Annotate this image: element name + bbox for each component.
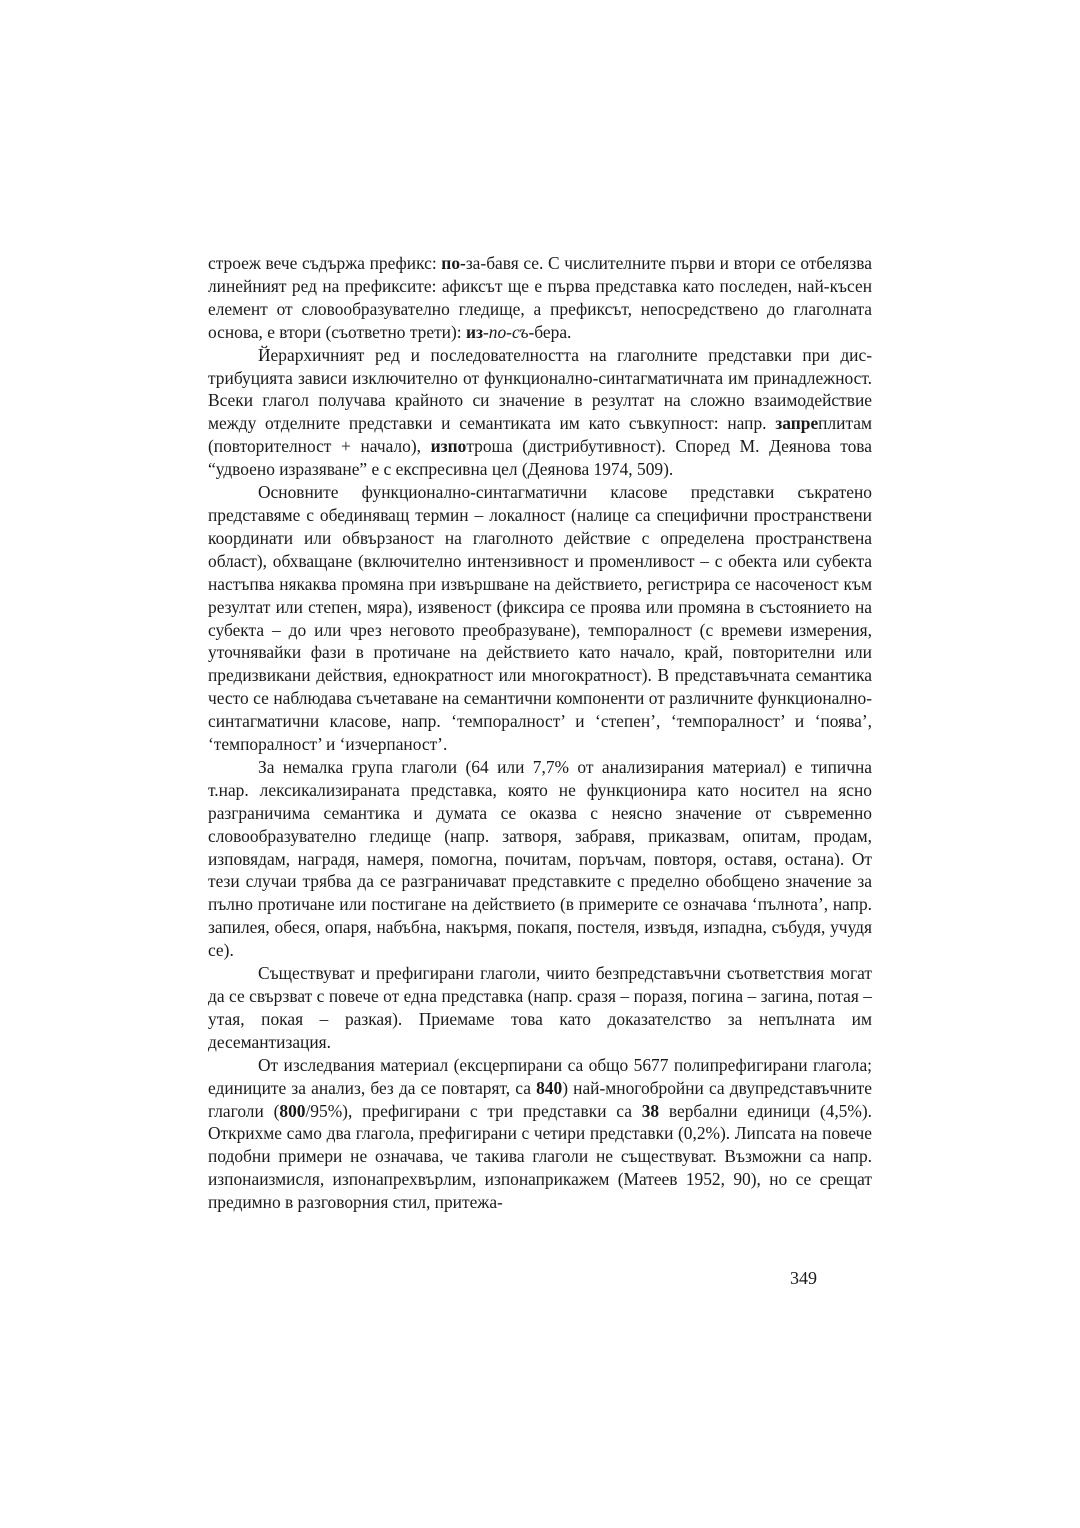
text-run: плитам (повторителност + начало), [208,413,872,457]
text-run: Съществуват и префигирани глаголи, чиито безпредставъчни съответствия могат да се свързват с повече от една представка (напр. сразя – поразя, погина – загина, потая – утая, покая – разкая). Приемаме това като доказателство за непълната им десемантизация. [208,963,872,1052]
bold-text: 38 [641,1100,660,1121]
bold-text: 800 [279,1100,306,1121]
page-number: 349 [790,1268,817,1288]
bold-text: из [465,321,483,342]
bold-text: запре [775,413,819,434]
text-run: От изследвания материал (ексцерпирани са общо 5677 полипрефигирани глагола; единиците за анализ, без да се повтарят, са [208,1054,872,1098]
text-run: -бера. [528,321,572,342]
text-run: - [506,321,512,342]
paragraph [208,344,872,481]
text-run: /95%), префигирани с три представки са [305,1100,642,1121]
paragraph [208,756,872,962]
text-run: Йерархичният ред и последователността на глаголните представки при дистрибуцията зависи изключително от функционално-синтагматичната им принадлежност. Всеки глагол получава крайното си значение в резултат на сложно взаимодействие между отделните представки и семантиката им като съвкупност: напр. [208,344,872,434]
document-body [208,252,872,1214]
bold-text: 840 [536,1077,563,1098]
paragraph [208,252,872,344]
paragraph [208,962,872,1054]
paragraph [208,481,872,756]
text-run: троша (дистрибутивност). Според М. Деянова това “удвоено изразяване” е с експресивна цел (Деянова 1974, 509). [208,436,872,480]
bold-text: изпо [430,436,467,457]
text-run: вербални единици (4,5%). Открихме само два глагола, префигирани с четири представки (0,2%). Липсата на повече подобни примери не означава, че такива глаголи не съществуват. Възможни са напр. изпонаизмисля, изпонапрехвърлим, изпонаприкажем (Матеев 1952, 90), но се срещат предимно в разговорния стил, притежа- [208,1100,873,1213]
italic-text: съ [511,321,529,342]
text-run: За немалка група глаголи (64 или 7,7% от анализирания материал) е типична т.нар. лексикализираната представка, която не функционира като носител на ясно разграничима семантика и думата се оказва с неясно значение от съвременно словообразувателно гледище (напр. затворя, забравя, приказвам, опитам, продам, изповядам, наградя, намеря, помогна, почитам, поръчам, повторя, оставя, остана). От тези случаи трябва да се разграничават представките с пределно обобщено значение за пълно протичане или постигане на действието (в примерите се означава ‘пълнота’, напр. запилея, обеся, опаря, набъбна, накърмя, покапя, постеля, извъдя, изпадна, събудя, учудя се). [208,756,872,961]
paragraph [208,1054,872,1214]
text-run: ) най-многобройни са двупредставъчните глаголи ( [208,1077,872,1121]
text-run: за-бавя се. С числителните първи и втори се отбелязва линейният ред на префиксите: афиксът ще е първа представка като последен, най-късен елемент от словообразувателно гледище, а префиксът, непосредствено до глаголната основа, е втори (съответно трети): [208,253,872,342]
bold-text: по- [441,253,466,273]
italic-text: по [488,321,507,342]
text-run: - [482,321,489,342]
text-run: строеж вече съдържа префикс: [208,253,442,273]
text-run: Основните функционално-синтагматични класове представки съкратено представяме с обединяващ термин – локалност (налице са специфични пространствени координати или обвързаност на глаголното действие с определена пространствена област), обхващане (включително интензивност и променливост – с обекта или субекта настъпва някаква промяна при извършване на действието, регистрира се насоченост към резултат или степен, мяра), изявеност (фиксира се проява или промяна в състоянието на субекта – до или чрез неговото преобразуване), темпоралност (с времеви измерения, уточнявайки фази в протичане на действието като начало, край, повторителни или предизвикани действия, еднократност или многократност). В представъчната семантика често се наблюдава съчетаване на семантични компоненти от различните функционално-синтагматични класове, напр. ‘темпоралност’ и ‘степен’, ‘темпоралност’ и ‘поява’, ‘темпоралност’ и ‘изчерпаност’. [208,482,872,755]
